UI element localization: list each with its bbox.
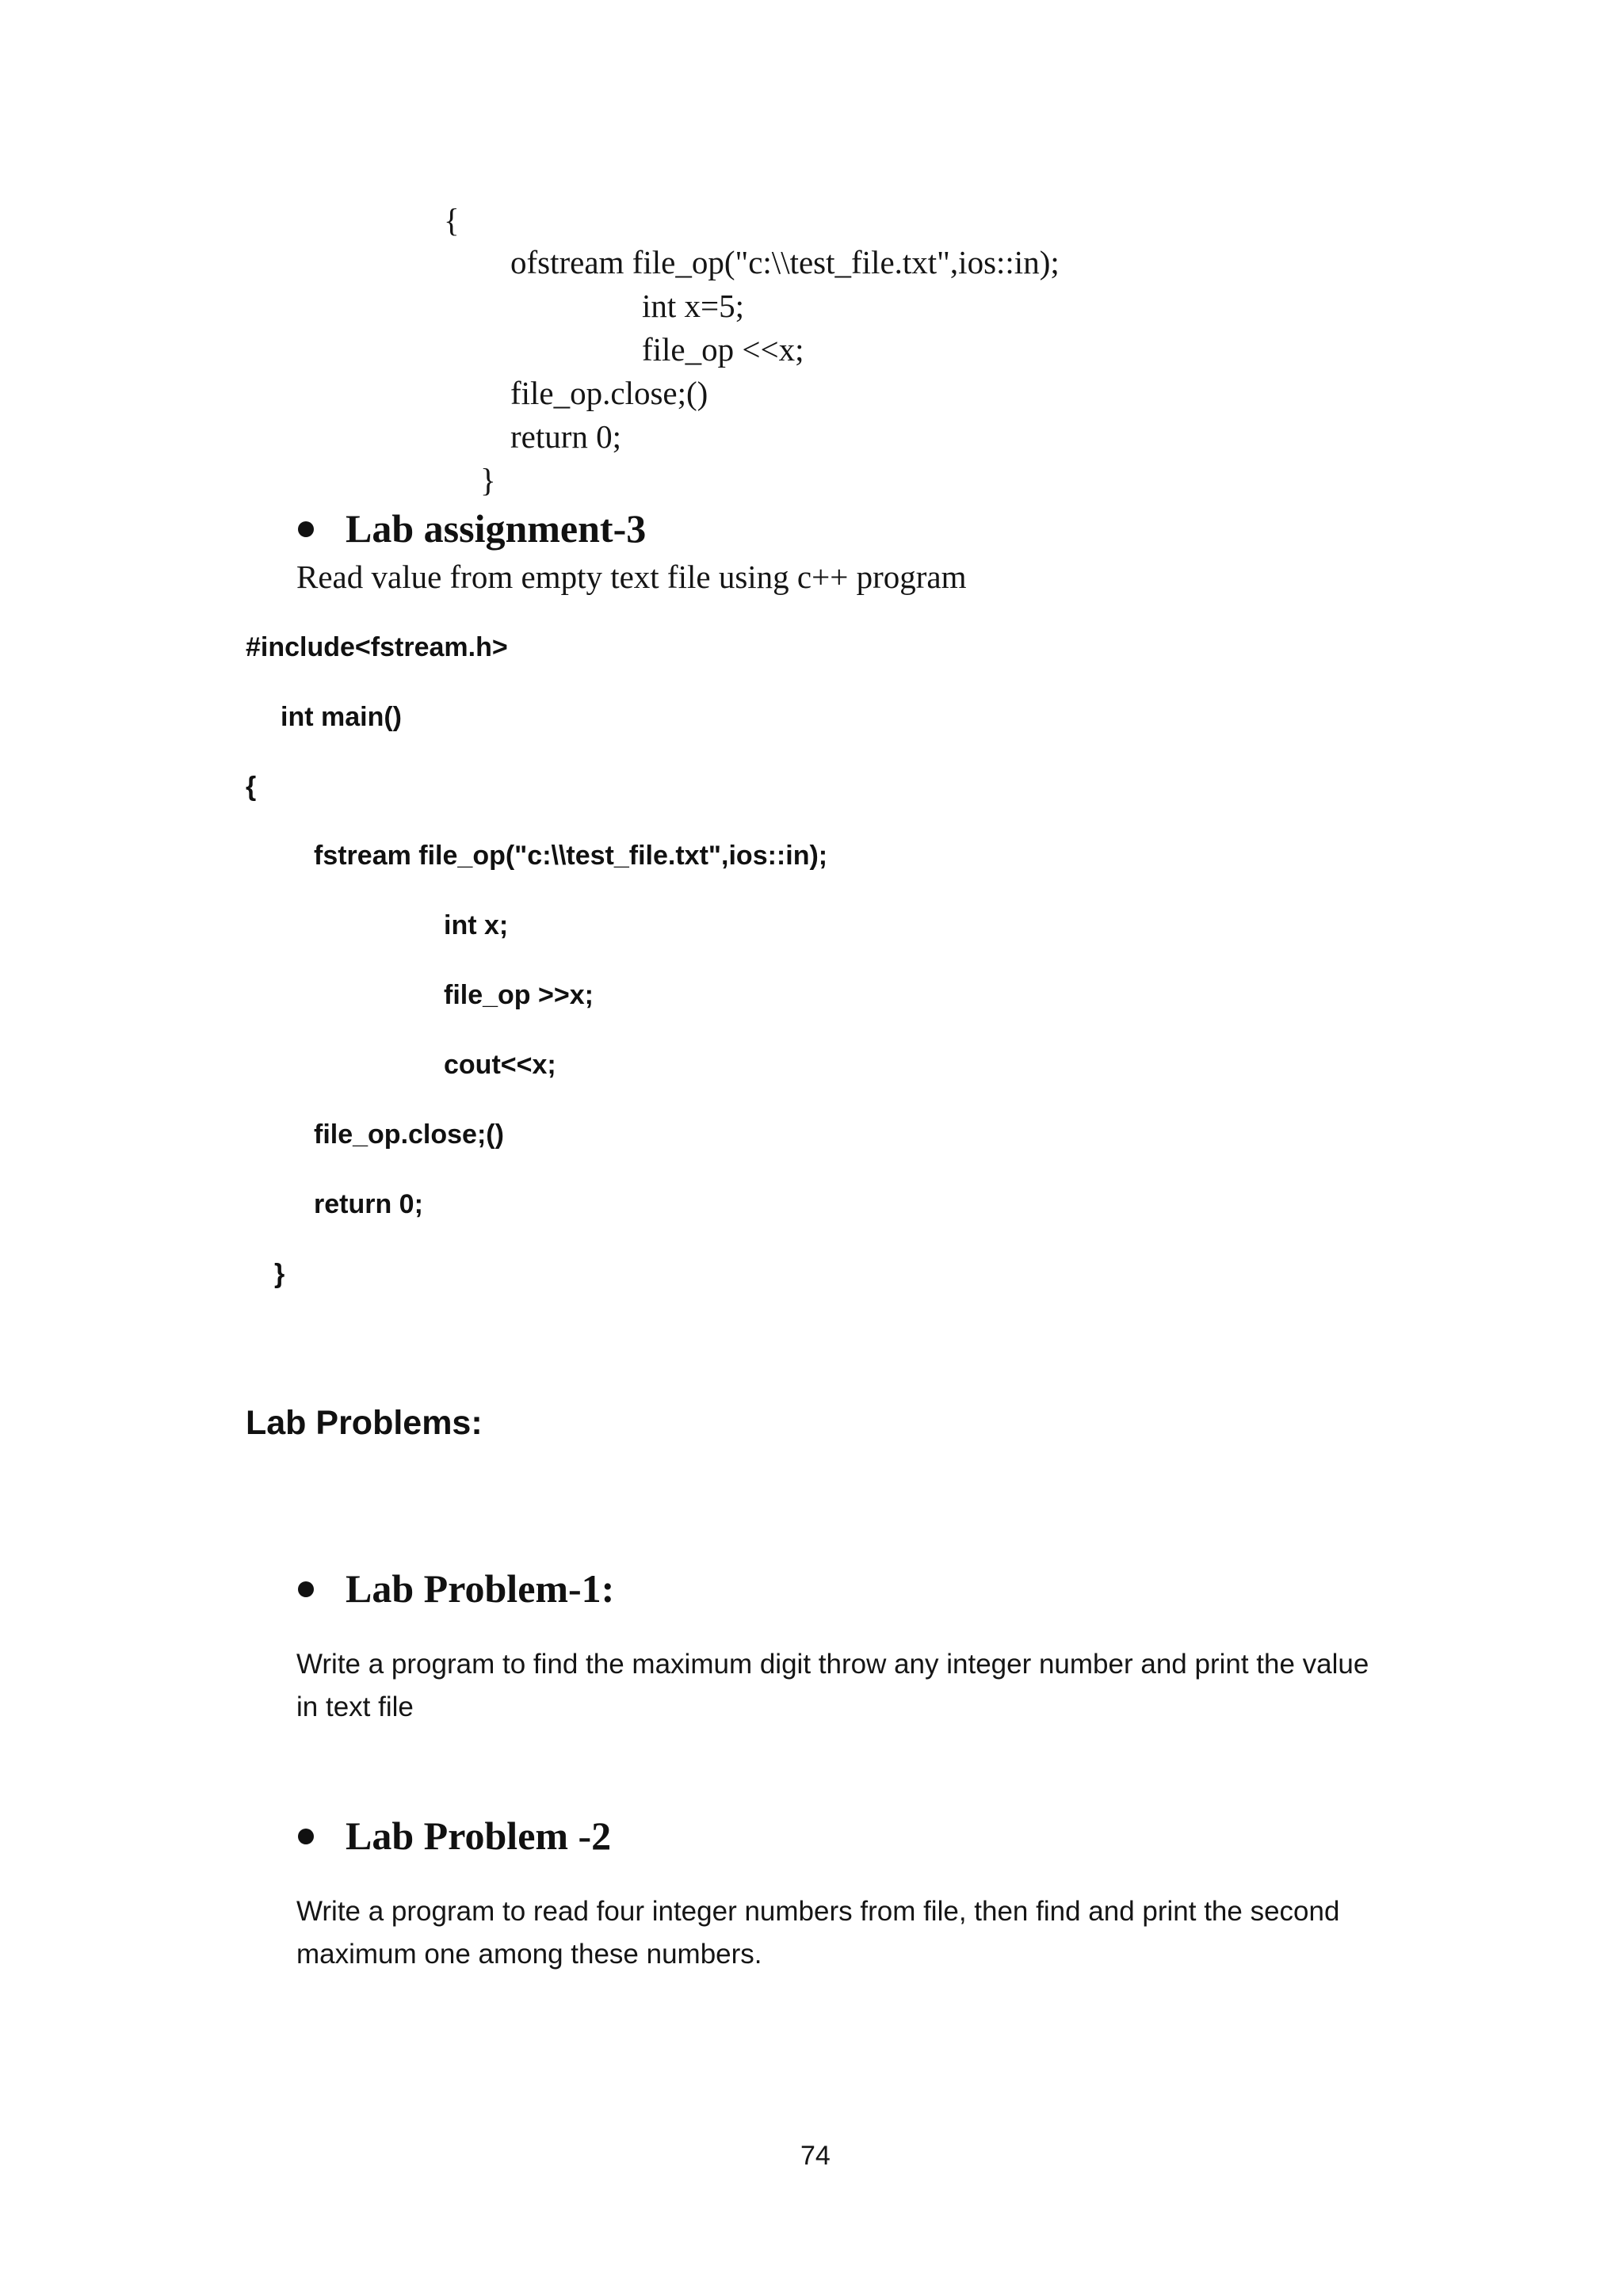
code-line: fstream file_op("c:\\test_file.txt",ios::in); (314, 841, 828, 871)
code-line: #include<fstream.h> (246, 632, 508, 662)
code-line: file_op >>x; (444, 980, 594, 1010)
code-line: cout<<x; (444, 1050, 556, 1080)
code-line: ofstream file_op("c:\\test_file.txt",ios::in); (510, 244, 1060, 280)
code-line: return 0; (314, 1189, 423, 1219)
problem-heading: Lab Problem -2 (346, 1814, 612, 1858)
code-close-brace: } (274, 1259, 285, 1289)
code-line: int x=5; (642, 288, 745, 324)
code-line: return 0; (510, 418, 622, 455)
code-line: int main() (281, 702, 402, 732)
problem-text: Write a program to find the maximum digit throw any integer number and print the value in text file (296, 1649, 1369, 1722)
code-close-brace: } (480, 462, 496, 498)
code-open-brace: { (246, 772, 257, 802)
assignment-description: Read value from empty text file using c++ program (296, 559, 967, 595)
code-open-brace: { (444, 202, 460, 238)
page-number: 74 (800, 2141, 831, 2171)
bullet-icon (298, 1581, 314, 1597)
code-line: file_op.close;() (510, 375, 708, 411)
problem-heading: Lab Problem-1: (346, 1566, 615, 1611)
code-line: file_op.close;() (314, 1119, 504, 1150)
bullet-icon (298, 521, 314, 537)
assignment-heading: Lab assignment-3 (346, 506, 647, 551)
code-line: file_op <<x; (642, 331, 804, 368)
lab-problems-title: Lab Problems: (246, 1404, 483, 1442)
problem-text: Write a program to read four integer numbers from file, then find and print the second maximum one among these numbers. (296, 1896, 1340, 1970)
code-line: int x; (444, 910, 509, 940)
bullet-icon (298, 1829, 314, 1844)
